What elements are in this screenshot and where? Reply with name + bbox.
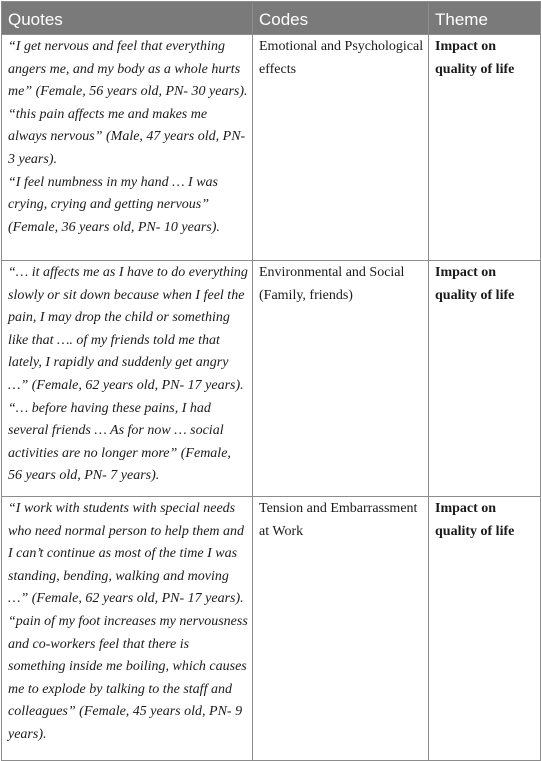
quote-text: “I get nervous and feel that everything angers me, and my body as a whole hurts me” (Female, 56 years old, PN- 30 years). <box>8 39 248 100</box>
quote-text: “I work with students with special needs who need normal person to help them and I can’t continue as most of the time I was standing, bending, walking and moving …” (Female, 62 years old, PN- 17 years). <box>8 501 245 607</box>
theme-cell <box>429 261 541 497</box>
header-row <box>2 2 541 35</box>
code-cell: Environmental and Social (Family, friends) <box>253 261 429 497</box>
quote-text: “pain of my foot increases my nervousness and co-workers feel that there is something inside me boiling, which causes me to explode by talking to the staff and colleagues” (Female, 45 years old, PN- 9 years). <box>8 613 248 742</box>
quotes-cell <box>2 35 253 261</box>
header-codes: Codes <box>253 2 429 35</box>
quotes-cell <box>2 261 253 497</box>
quote-text: “… it affects me as I have to do everything slowly or sit down because when I feel the pain, I may drop the child or something like that …. of my friends told me that lately, I rapidly and suddenly get angry …” (Female, 62 years old, PN- 17 years). <box>8 265 248 393</box>
theme-cell <box>429 497 541 761</box>
quotes-codes-themes-table <box>1 1 541 761</box>
header-quotes: Quotes <box>2 2 253 35</box>
code-cell: Tension and Embarrassment at Work <box>253 497 429 761</box>
quote-text: “this pain affects me and makes me always nervous” (Male, 47 years old, PN- 3 years). <box>8 106 246 167</box>
header-theme: Theme <box>429 2 541 35</box>
theme-text: Impact on quality of life <box>435 39 515 77</box>
theme-cell <box>429 35 541 261</box>
table-row <box>2 497 541 761</box>
theme-text: Impact on quality of life <box>435 265 515 303</box>
quote-text: “I feel numbness in my hand … I was crying, crying and getting nervous” (Female, 36 years old, PN- 10 years). <box>8 174 220 235</box>
theme-text: Impact on quality of life <box>435 501 515 539</box>
table-row <box>2 35 541 261</box>
code-cell: Emotional and Psychological effects <box>253 35 429 261</box>
quotes-cell <box>2 497 253 761</box>
quote-text: “… before having these pains, I had several friends … As for now … social activities are no longer more” (Female, 56 years old, PN- 7 years). <box>8 400 231 484</box>
table-row <box>2 261 541 497</box>
